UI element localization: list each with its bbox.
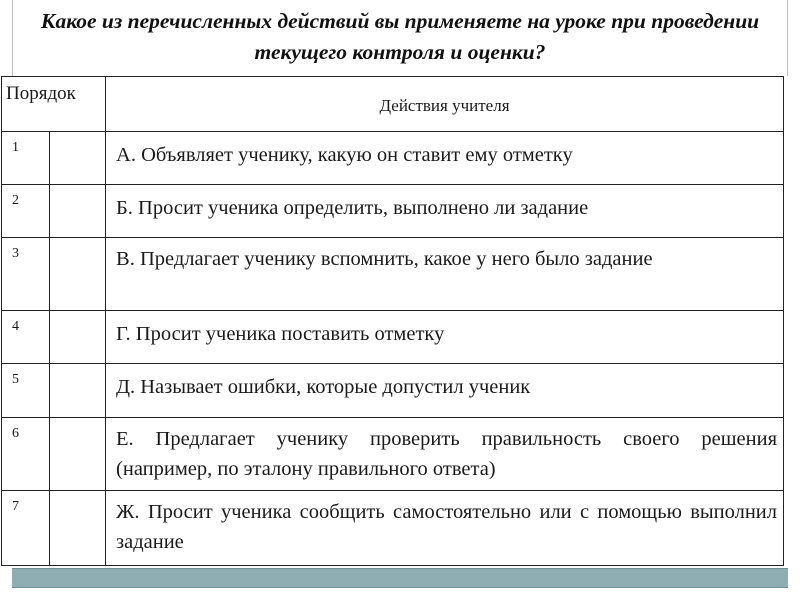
header-order: Порядок xyxy=(2,77,106,132)
row-action: А. Объявляет ученику, какую он ставит ему отметку xyxy=(106,132,784,185)
table-row xyxy=(2,238,784,311)
row-number: 7 xyxy=(2,491,50,566)
header-actions: Действия учителя xyxy=(106,77,784,132)
row-number: 3 xyxy=(2,238,50,311)
row-action: Е. Предлагает ученику проверить правильность своего решения (например, по эталону правильного ответа) xyxy=(106,418,784,491)
table-row xyxy=(2,185,784,238)
row-number: 4 xyxy=(2,311,50,364)
answer-cell[interactable] xyxy=(50,364,106,418)
row-action: Ж. Просит ученика сообщить самостоятельно или с помощью выполнил задание xyxy=(106,491,784,566)
answer-cell[interactable] xyxy=(50,491,106,566)
table-row xyxy=(2,418,784,491)
answer-cell[interactable] xyxy=(50,418,106,491)
answer-cell[interactable] xyxy=(50,132,106,185)
row-action: Д. Называет ошибки, которые допустил ученик xyxy=(106,364,784,418)
table-row xyxy=(2,491,784,566)
answer-cell[interactable] xyxy=(50,311,106,364)
table-row xyxy=(2,132,784,185)
table-row xyxy=(2,311,784,364)
page-title: Какое из перечисленных действий вы применяете на уроке при проведении текущего контроля и оценки? xyxy=(40,9,760,64)
actions-table xyxy=(1,76,784,566)
row-number: 6 xyxy=(2,418,50,491)
row-number: 1 xyxy=(2,132,50,185)
footer-bar xyxy=(12,568,788,588)
row-number: 5 xyxy=(2,364,50,418)
row-action: Г. Просит ученика поставить отметку xyxy=(106,311,784,364)
row-action: Б. Просит ученика определить, выполнено ли задание xyxy=(106,185,784,238)
table-row xyxy=(2,364,784,418)
answer-cell[interactable] xyxy=(50,185,106,238)
row-number: 2 xyxy=(2,185,50,238)
row-action: В. Предлагает ученику вспомнить, какое у него было задание xyxy=(106,238,784,311)
table-header-row xyxy=(2,77,784,132)
answer-cell[interactable] xyxy=(50,238,106,311)
